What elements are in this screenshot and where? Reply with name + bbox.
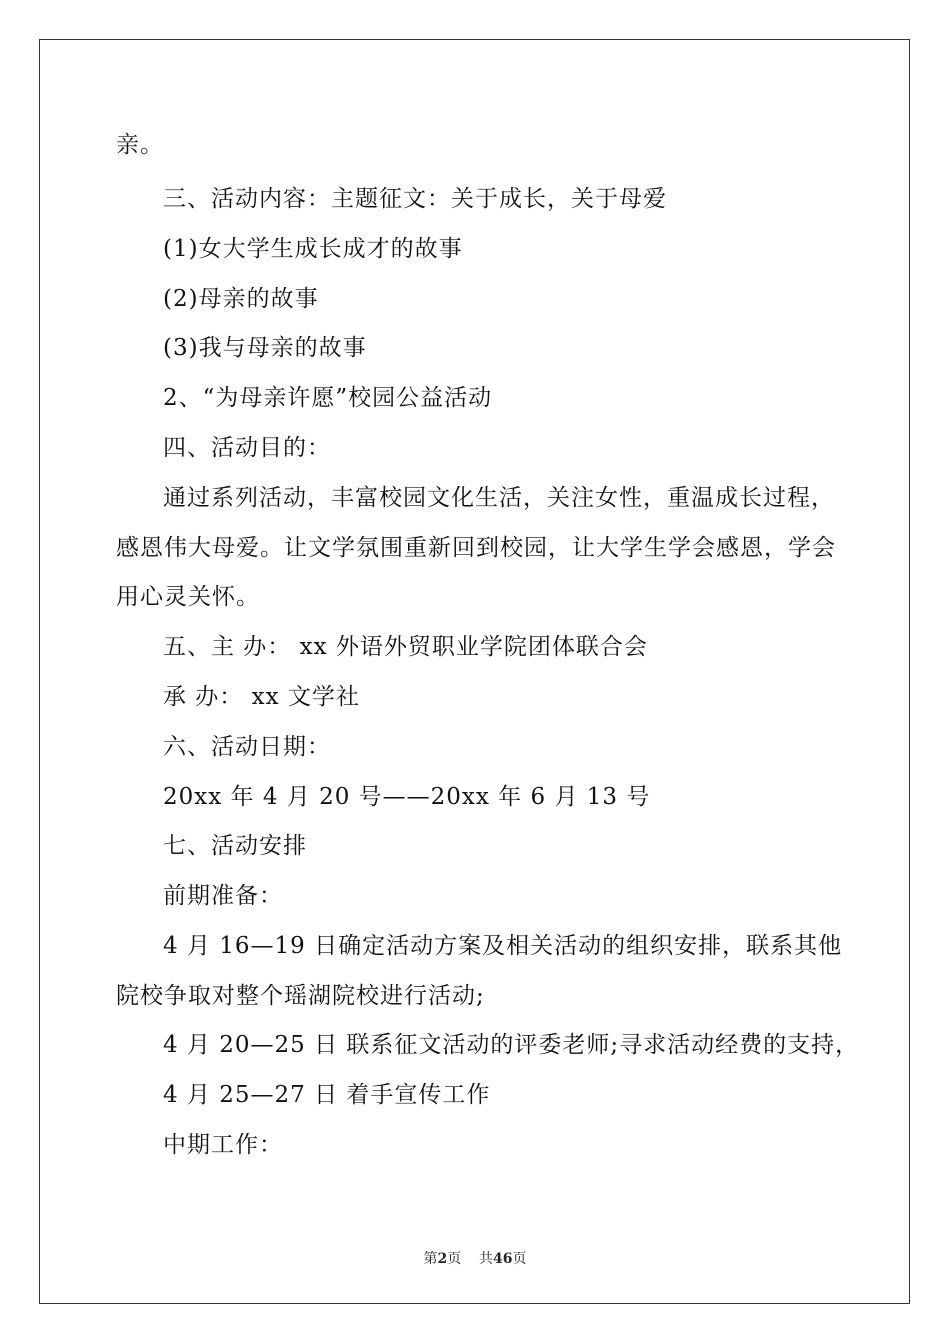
paragraph-line: 用心灵关怀。 — [116, 584, 260, 610]
total-pages: 46 — [493, 1251, 513, 1267]
section-heading: 四、活动目的： — [163, 435, 331, 461]
paragraph-line: 4 月 25—27 日 着手宣传工作 — [163, 1082, 491, 1108]
paragraph-line: 前期准备： — [163, 883, 283, 909]
paragraph-line: 中期工作： — [163, 1132, 283, 1158]
list-item: (1)女大学生成长成才的故事 — [163, 236, 463, 262]
paragraph-line: 4 月 20—25 日 联系征文活动的评委老师;寻求活动经费的支持， — [163, 1032, 860, 1058]
list-item: (2)母亲的故事 — [163, 286, 319, 312]
list-item: (3)我与母亲的故事 — [163, 335, 367, 361]
page-suffix: 页 — [447, 1251, 462, 1267]
paragraph-line: 2、“为母亲许愿”校园公益活动 — [163, 385, 493, 411]
section-heading: 五、主 办： xx 外语外贸职业学院团体联合会 — [163, 634, 648, 660]
paragraph-line: 4 月 16—19 日确定活动方案及相关活动的组织安排，联系其他 — [163, 933, 843, 959]
section-heading: 七、活动安排 — [163, 833, 307, 859]
paragraph-line: 感恩伟大母爱。让文学氛围重新回到校园，让大学生学会感恩，学会 — [116, 535, 836, 561]
page-border — [39, 39, 910, 1304]
paragraph-line: 承 办： xx 文学社 — [163, 684, 360, 710]
paragraph-line: 20xx 年 4 月 20 号——20xx 年 6 月 13 号 — [163, 784, 651, 810]
paragraph-line: 亲。 — [116, 132, 164, 158]
paragraph-line: 院校争取对整个瑶湖院校进行活动; — [116, 983, 485, 1009]
section-heading: 六、活动日期： — [163, 734, 331, 760]
total-prefix: 共 — [479, 1251, 494, 1267]
total-suffix: 页 — [512, 1251, 527, 1267]
paragraph-line: 通过系列活动，丰富校园文化生活，关注女性，重温成长过程， — [163, 485, 835, 511]
page-prefix: 第 — [423, 1251, 438, 1267]
page-number: 2 — [437, 1251, 448, 1267]
section-heading: 三、活动内容：主题征文：关于成长，关于母爱 — [163, 186, 667, 212]
page-footer — [0, 1248, 950, 1268]
